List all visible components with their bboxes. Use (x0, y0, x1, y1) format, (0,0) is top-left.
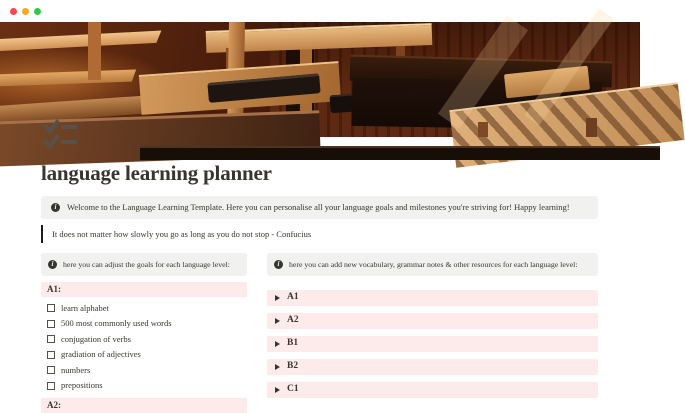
todo-item (41, 304, 247, 313)
todo-label: gradiation of adjectives (61, 349, 141, 359)
checkbox-conjugation[interactable] (47, 335, 55, 343)
toggle-triangle-icon[interactable] (275, 387, 280, 393)
goals-callout[interactable] (41, 253, 247, 276)
toggle-triangle-icon[interactable] (275, 318, 280, 324)
checkbox-500-words[interactable] (47, 320, 55, 328)
todo-item (41, 381, 247, 390)
confucius-quote[interactable]: It does not matter how slowly you go as long as you do not stop - Confucius (41, 225, 598, 243)
resources-column (267, 253, 598, 398)
window-titlebar (0, 0, 640, 22)
goals-column (41, 253, 247, 413)
toggle-b2[interactable] (267, 359, 598, 375)
toggle-b1[interactable] (267, 336, 598, 352)
toggle-label: A1 (287, 292, 299, 302)
checkbox-learn-alphabet[interactable] (47, 304, 55, 312)
todo-item (41, 335, 247, 344)
goals-callout-text: here you can adjust the goals for each language level: (63, 260, 230, 269)
page-body (0, 161, 640, 413)
toggle-a2[interactable] (267, 313, 598, 329)
heading-a1[interactable]: A1: (41, 282, 247, 297)
checkbox-numbers[interactable] (47, 366, 55, 374)
todo-label: 500 most commonly used words (61, 318, 172, 328)
info-icon: i (48, 260, 57, 269)
checkbox-gradiation[interactable] (47, 351, 55, 359)
cover-image (0, 22, 640, 137)
checkbox-prepositions[interactable] (47, 382, 55, 390)
todo-label: prepositions (61, 380, 103, 390)
minimize-window-button[interactable] (22, 8, 29, 15)
todo-item (41, 366, 247, 375)
welcome-callout[interactable] (41, 196, 598, 219)
toggle-c1[interactable] (267, 382, 598, 398)
resources-callout-text: here you can add new vocabulary, grammar notes & other resources for each language level: (289, 260, 578, 269)
toggle-label: A2 (287, 315, 299, 325)
todo-label: conjugation of verbs (61, 333, 131, 344)
close-window-button[interactable] (10, 8, 17, 15)
welcome-callout-text: Welcome to the Language Learning Template. Here you can personalise all your language goals and milestones you're striving for! Happy learning! (67, 202, 570, 212)
info-icon: i (274, 260, 283, 269)
info-icon: i (51, 203, 60, 212)
toggle-triangle-icon[interactable] (275, 364, 280, 370)
toggle-a1[interactable] (267, 290, 598, 306)
heading-a2[interactable]: A2: (41, 398, 247, 413)
toggle-triangle-icon[interactable] (275, 295, 280, 301)
todo-label: numbers (61, 364, 91, 375)
todo-label: learn alphabet (61, 302, 109, 313)
toggle-label: C1 (287, 384, 299, 394)
todo-item (41, 319, 247, 328)
two-column-layout (41, 253, 598, 413)
toggle-triangle-icon[interactable] (275, 341, 280, 347)
zoom-window-button[interactable] (34, 8, 41, 15)
toggle-label: B1 (287, 338, 299, 348)
todo-item (41, 350, 247, 359)
resources-callout[interactable] (267, 253, 598, 276)
page-title[interactable]: language learning planner (41, 161, 272, 185)
toggle-label: B2 (287, 361, 299, 371)
checklist-icon[interactable] (44, 119, 80, 151)
